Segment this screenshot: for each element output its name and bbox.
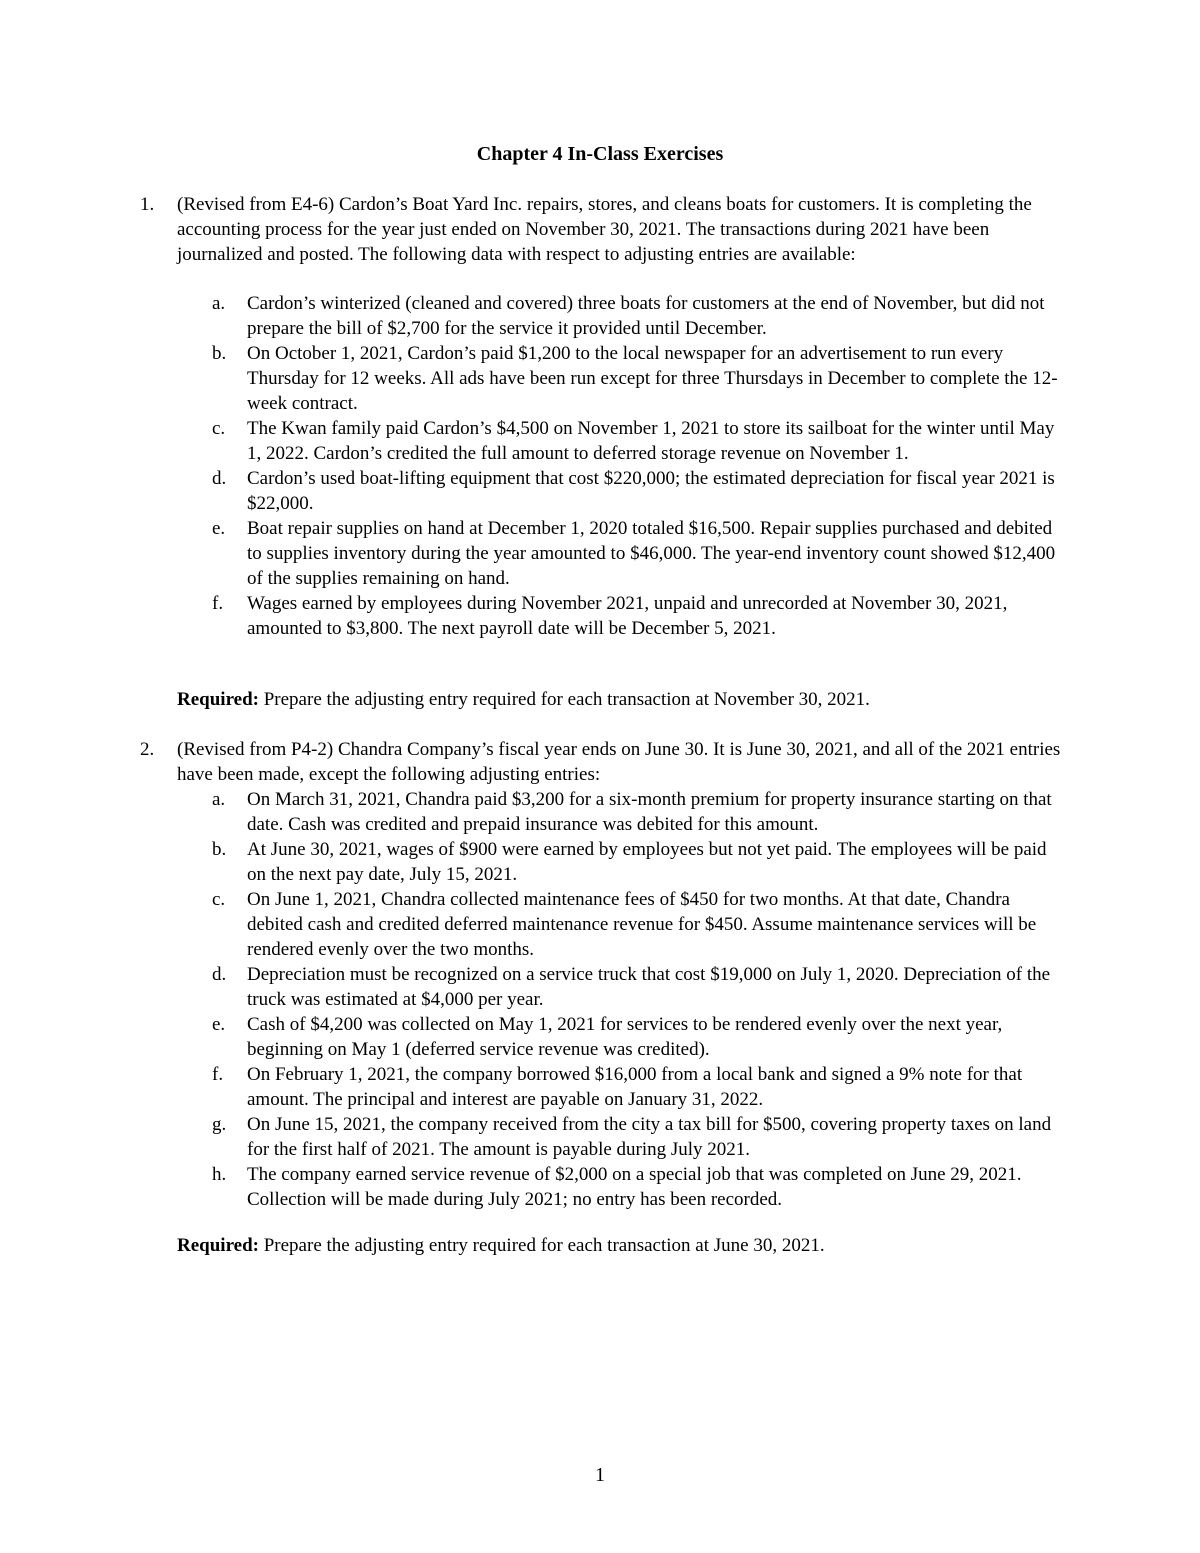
list-item xyxy=(0,591,1200,641)
item-letter: b. xyxy=(212,343,227,364)
item-letter: c. xyxy=(212,889,226,910)
item-text: On June 15, 2021, the company received from the city a tax bill for $500, covering property taxes on land for the first half of 2021. The amount is payable during July 2021. xyxy=(247,1114,1052,1160)
required-label: Required: xyxy=(177,1235,259,1256)
item-letter: g. xyxy=(212,1114,227,1135)
item-letter: d. xyxy=(212,964,227,985)
list-item xyxy=(0,1062,1200,1112)
item-text: Boat repair supplies on hand at December 1, 2020 totaled $16,500. Repair supplies purchased and debited to supplies inventory during the year amounted to $46,000. The year-end inventory count showed $12,400 of the supplies remaining on hand. xyxy=(247,518,1056,589)
list-item xyxy=(0,466,1200,516)
list-item xyxy=(0,1162,1200,1212)
item-letter: e. xyxy=(212,1014,226,1035)
item-letter: f. xyxy=(212,593,224,614)
document-title: Chapter 4 In-Class Exercises xyxy=(476,143,724,165)
question-1-items xyxy=(0,291,1200,641)
item-letter: e. xyxy=(212,518,226,539)
item-text: At June 30, 2021, wages of $900 were earned by employees but not yet paid. The employees will be paid on the next pay date, July 15, 2021. xyxy=(247,839,1047,885)
list-item xyxy=(0,787,1200,837)
list-item xyxy=(0,416,1200,466)
item-text: On March 31, 2021, Chandra paid $3,200 for a six-month premium for property insurance starting on that date. Cash was credited and prepaid insurance was debited for this amount. xyxy=(247,789,1052,835)
question-number: 2. xyxy=(140,739,155,760)
item-text: On June 1, 2021, Chandra collected maintenance fees of $450 for two months. At that date, Chandra debited cash and credited deferred maintenance revenue for $450. Assume maintenance services will be rendered evenly over the two months. xyxy=(247,889,1037,960)
question-intro: (Revised from E4-6) Cardon’s Boat Yard Inc. repairs, stores, and cleans boats for customers. It is completing the accounting process for the year just ended on November 30, 2021. The transactions during 2021 have been journalized and posted. The following data with respect to adjusting entries are available: xyxy=(177,194,1032,265)
required-label: Required: xyxy=(177,689,259,710)
list-item xyxy=(0,516,1200,591)
list-item xyxy=(0,887,1200,962)
item-text: Cardon’s used boat-lifting equipment that cost $220,000; the estimated depreciation for fiscal year 2021 is $22,000. xyxy=(247,468,1055,514)
item-letter: a. xyxy=(212,293,226,314)
question-number: 1. xyxy=(140,194,155,215)
item-letter: h. xyxy=(212,1164,227,1185)
item-text: On February 1, 2021, the company borrowed $16,000 from a local bank and signed a 9% note for that amount. The principal and interest are payable on January 31, 2022. xyxy=(247,1064,1023,1110)
item-letter: c. xyxy=(212,418,226,439)
item-letter: f. xyxy=(212,1064,224,1085)
item-text: The Kwan family paid Cardon’s $4,500 on November 1, 2021 to store its sailboat for the winter until May 1, 2022. Cardon’s credited the full amount to deferred storage revenue on November 1. xyxy=(247,418,1055,464)
list-item xyxy=(0,341,1200,416)
list-item xyxy=(0,962,1200,1012)
item-text: On October 1, 2021, Cardon’s paid $1,200 to the local newspaper for an advertisement to run every Thursday for 12 weeks. All ads have been run except for three Thursdays in December to complete the 12-week contract. xyxy=(247,343,1058,414)
item-text: Depreciation must be recognized on a service truck that cost $19,000 on July 1, 2020. Depreciation of the truck was estimated at $4,000 per year. xyxy=(247,964,1051,1010)
question-intro: (Revised from P4-2) Chandra Company’s fiscal year ends on June 30. It is June 30, 2021, and all of the 2021 entries have been made, except the following adjusting entries: xyxy=(177,739,1061,785)
item-text: Cash of $4,200 was collected on May 1, 2021 for services to be rendered evenly over the next year, beginning on May 1 (deferred service revenue was credited). xyxy=(247,1014,1003,1060)
required-instruction xyxy=(177,1233,1067,1258)
list-item xyxy=(0,1012,1200,1062)
item-letter: d. xyxy=(212,468,227,489)
item-text: Cardon’s winterized (cleaned and covered) three boats for customers at the end of November, but did not prepare the bill of $2,700 for the service it provided until December. xyxy=(247,293,1045,339)
required-instruction xyxy=(177,687,1067,712)
required-text: Prepare the adjusting entry required for each transaction at November 30, 2021. xyxy=(258,689,870,710)
item-text: Wages earned by employees during November 2021, unpaid and unrecorded at November 30, 2021, amounted to $3,800. The next payroll date will be December 5, 2021. xyxy=(247,593,1008,639)
item-text: The company earned service revenue of $2,000 on a special job that was completed on June 29, 2021. Collection will be made during July 2021; no entry has been recorded. xyxy=(247,1164,1022,1210)
question-2-items xyxy=(0,787,1200,1212)
page-number: 1 xyxy=(595,1464,605,1486)
list-item xyxy=(0,837,1200,887)
list-item xyxy=(0,1112,1200,1162)
item-letter: a. xyxy=(212,789,226,810)
list-item xyxy=(0,291,1200,341)
item-letter: b. xyxy=(212,839,227,860)
required-text: Prepare the adjusting entry required for each transaction at June 30, 2021. xyxy=(258,1235,825,1256)
